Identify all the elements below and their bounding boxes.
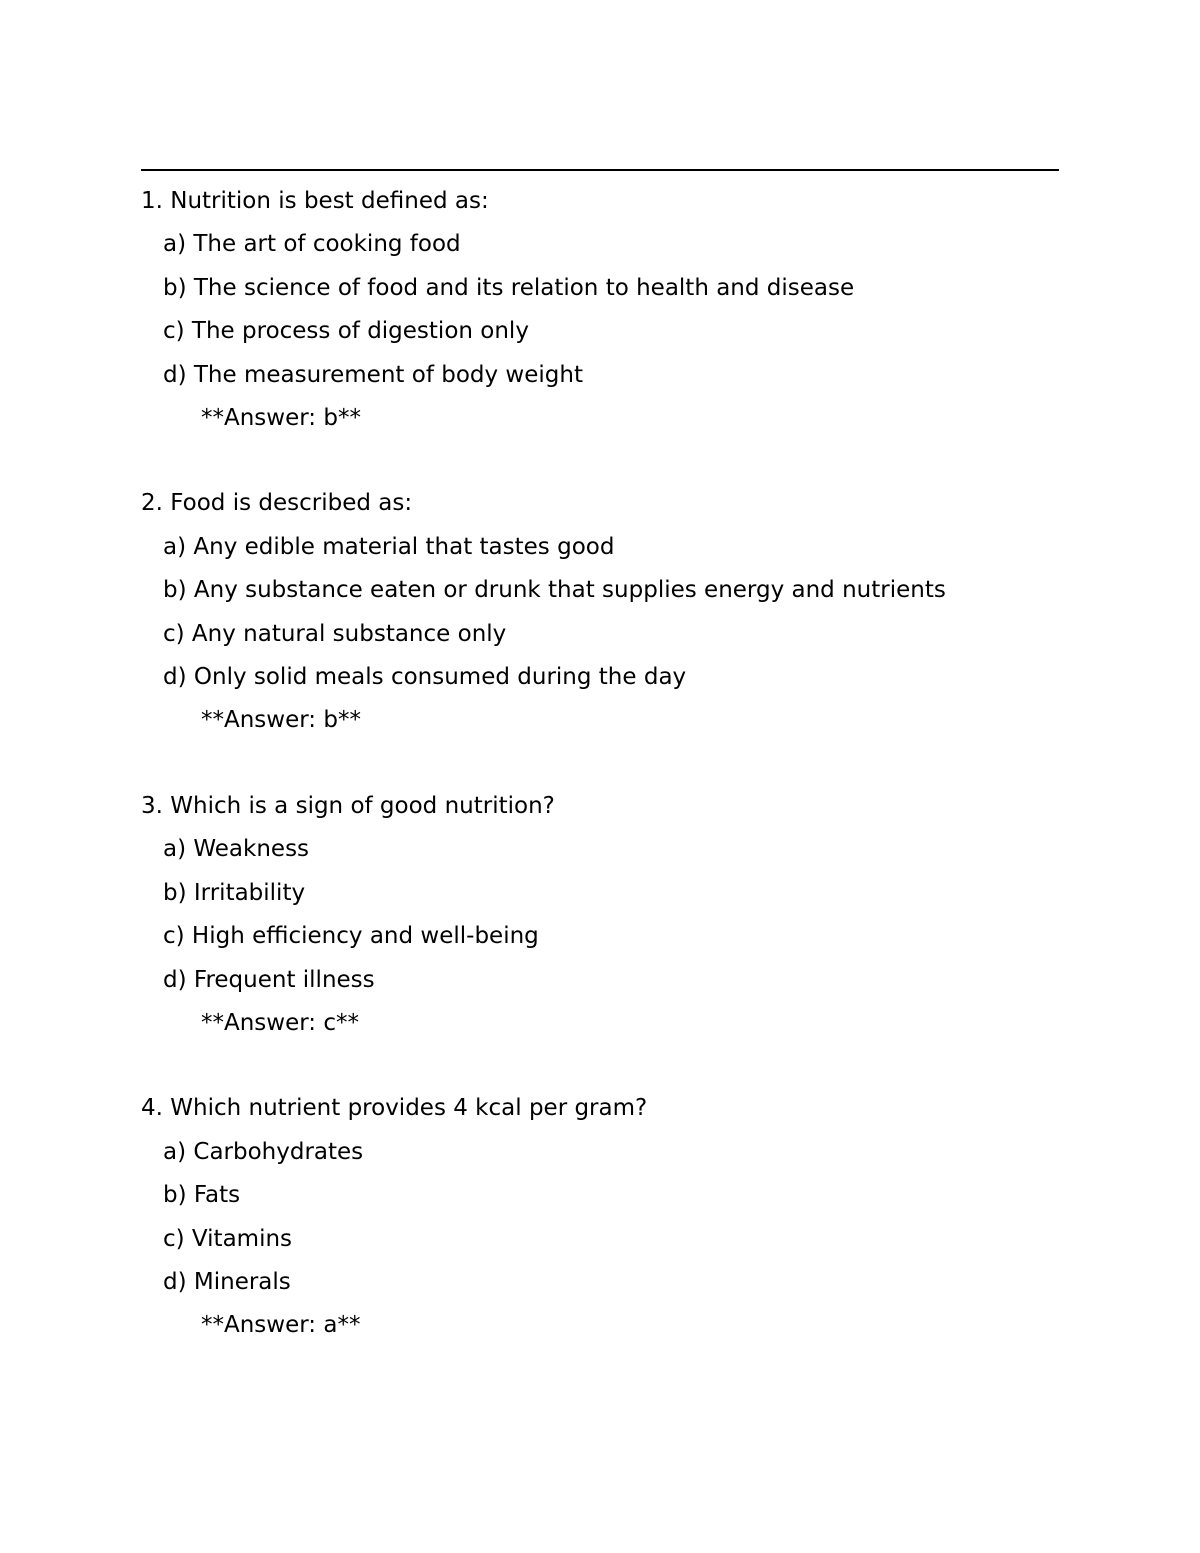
answer-key: **Answer: b** (201, 405, 361, 432)
question-3 (141, 785, 1059, 1045)
quiz-list (141, 180, 1059, 1390)
answer-key: **Answer: b** (201, 707, 361, 734)
option-a: a) Carbohydrates (163, 1138, 364, 1165)
question-1 (141, 180, 1059, 440)
header-rule (141, 169, 1059, 171)
option-c: c) Any natural substance only (163, 620, 507, 647)
answer-key: **Answer: c** (201, 1009, 360, 1036)
option-c: c) High efficiency and well-being (163, 923, 539, 950)
option-c: c) The process of digestion only (163, 318, 529, 345)
option-d: d) Frequent illness (163, 966, 375, 993)
question-stem: 4. Which nutrient provides 4 kcal per gram? (141, 1095, 648, 1122)
question-2 (141, 482, 1059, 742)
option-d: d) Only solid meals consumed during the day (163, 664, 687, 691)
answer-key: **Answer: a** (201, 1312, 361, 1339)
question-4 (141, 1087, 1059, 1347)
question-stem: 2. Food is described as: (141, 490, 413, 517)
option-a: a) Any edible material that tastes good (163, 533, 615, 560)
question-stem: 1. Nutrition is best defined as: (141, 188, 489, 214)
option-a: a) The art of cooking food (163, 231, 461, 258)
option-b: b) Fats (163, 1182, 241, 1209)
option-b: b) Irritability (163, 879, 306, 906)
option-a: a) Weakness (163, 836, 310, 863)
option-c: c) Vitamins (163, 1225, 293, 1252)
option-d: d) The measurement of body weight (163, 361, 583, 388)
option-b: b) Any substance eaten or drunk that supplies energy and nutrients (163, 577, 946, 604)
question-stem: 3. Which is a sign of good nutrition? (141, 792, 555, 819)
option-d: d) Minerals (163, 1268, 291, 1295)
option-b: b) The science of food and its relation to health and disease (163, 274, 855, 301)
